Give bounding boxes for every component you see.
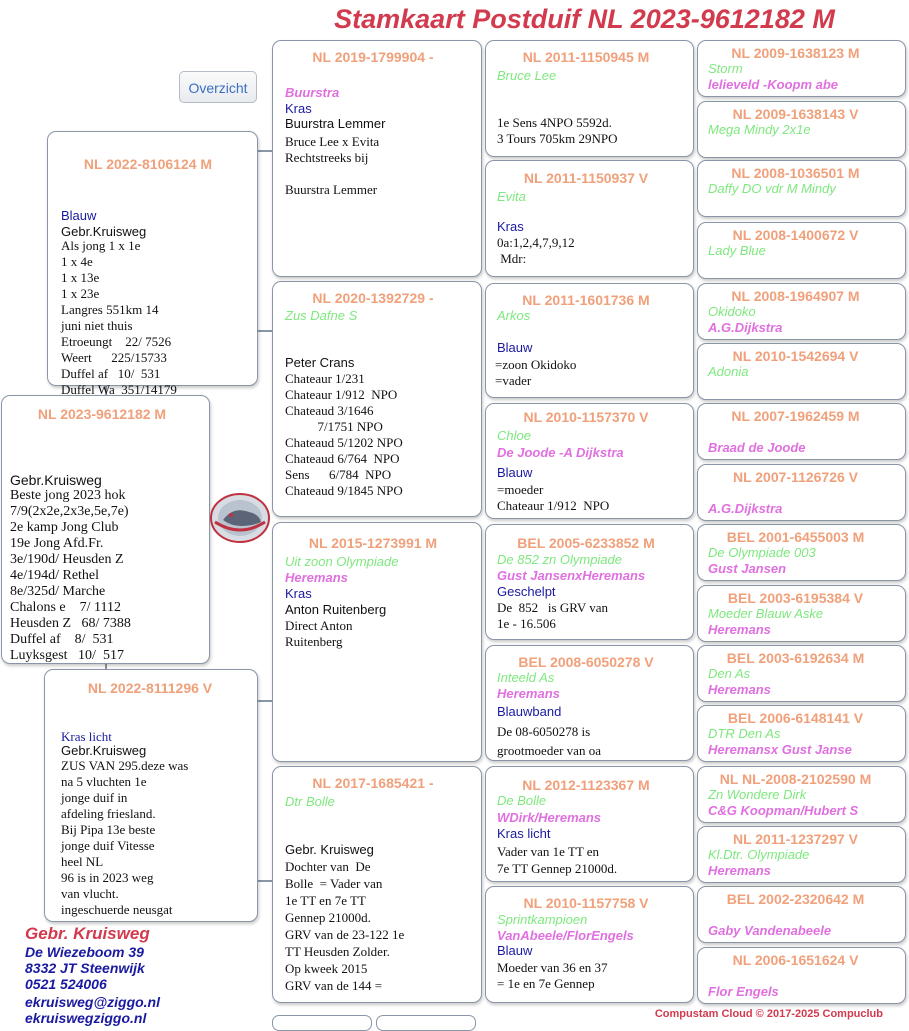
pigeon-name: Bruce Lee — [497, 68, 557, 83]
ancestor-card-gen5[interactable] — [697, 826, 906, 883]
ring-number: NL 2020-1392729 - — [312, 290, 434, 306]
grandparent-card[interactable] — [272, 766, 482, 1003]
ring-number: NL 2010-1157758 V — [523, 895, 649, 911]
ring-number: NL 2011-1150945 M — [522, 49, 650, 65]
owner: Heremans — [708, 682, 771, 697]
ancestor-card-gen5[interactable] — [697, 222, 906, 279]
pigeon-name: Lady Blue — [708, 243, 766, 258]
main-pigeon-card[interactable] — [1, 395, 210, 664]
ring-number: NL 2007-1126726 V — [732, 469, 859, 485]
footer-copyright: Compustam Cloud © 2017-2025 Compuclub — [654, 1008, 883, 1020]
owner: Heremans — [285, 570, 348, 585]
ring-number: NL 2007-1962459 M — [731, 408, 860, 424]
pigeon-name: Uit zoon Olympiade — [285, 554, 399, 569]
owner-city: 8332 JT Steenwijk — [25, 960, 145, 976]
breeder: Anton Ruitenberg — [285, 602, 387, 617]
pigeon-name: Sprintkampioen — [497, 912, 588, 927]
plumage-color: Kras — [285, 586, 312, 601]
tab-button[interactable] — [272, 1015, 372, 1031]
plumage-color: Blauw — [61, 208, 97, 223]
ring-number: NL 2010-1542694 V — [732, 348, 859, 364]
plumage-color: Kras licht — [61, 729, 112, 744]
pigeon-name: Storm — [708, 61, 743, 76]
ring-number: NL 2011-1150937 V — [523, 170, 649, 186]
ancestor-card-gen5[interactable] — [697, 645, 906, 702]
owner-name: Gebr. Kruisweg — [25, 924, 150, 943]
ring-number: NL 2022-8111296 V — [87, 680, 213, 696]
ancestor-card-gen5[interactable] — [697, 464, 906, 521]
plumage-color: Blauwband — [497, 704, 562, 719]
owner: WDirk/Heremans — [497, 810, 602, 825]
pigeon-name: Evita — [497, 189, 526, 204]
ancestor-card-gen5[interactable] — [697, 585, 906, 642]
ring-number: NL 2015-1273991 M — [308, 535, 438, 551]
ring-number: NL 2008-1400672 V — [732, 227, 859, 243]
pigeon-name: De Bolle — [497, 793, 547, 808]
breeder: Buurstra Lemmer — [285, 116, 386, 131]
owner-street: De Wiezeboom 39 — [25, 944, 144, 960]
pigeon-name: Zn Wondere Dirk — [708, 787, 807, 802]
ring-number: NL 2022-8106124 M — [83, 156, 213, 172]
ring-number: NL 2019-1799904 - — [312, 49, 434, 65]
owner-email[interactable]: ekruisweg@ziggo.nl — [25, 994, 161, 1010]
notes: 1e Sens 4NPO 5592d. 3 Tours 705km 29NPO — [497, 115, 618, 146]
pigeon-name: Adonia — [708, 364, 749, 379]
ring-number: NL 2011-1237297 V — [732, 831, 859, 847]
pigeon-name: Mega Mindy 2x1e — [708, 122, 811, 137]
breeder: Gebr. Kruisweg — [285, 842, 374, 857]
notes: =moeder Chateaur 1/912 NPO — [497, 482, 610, 513]
pigeon-name: Daffy DO vdr M Mindy — [708, 181, 836, 196]
ring-number: NL 2009-1638123 M — [731, 45, 860, 61]
notes: De 852 is GRV van 1e - 16.506 — [497, 600, 609, 631]
owner: A.G.Dijkstra — [708, 320, 783, 335]
notes: 0a:1,2,4,7,9,12 Mdr: — [497, 235, 575, 266]
owner-email-alt[interactable]: ekruiswegziggo.nl — [25, 1010, 147, 1026]
ancestor-card-gen5[interactable] — [697, 705, 906, 762]
pigeon-name: Dtr Bolle — [285, 794, 335, 809]
owner: De Joode -A Dijkstra — [497, 445, 624, 460]
breeder: Gebr.Kruisweg — [61, 224, 147, 239]
grandparent-card[interactable] — [272, 40, 482, 277]
great-grandparent-card[interactable] — [485, 524, 694, 640]
owner: Braad de Joode — [708, 440, 806, 455]
owner: A.G.Dijkstra — [708, 501, 783, 516]
plumage-color: Kras — [497, 219, 524, 234]
ancestor-card-gen5[interactable] — [697, 766, 906, 823]
ring-number: BEL 2006-6148141 V — [727, 710, 864, 726]
tab-button[interactable] — [376, 1015, 476, 1031]
owner-phone: 0521 524006 — [25, 976, 107, 992]
ring-number: NL 2012-1123367 M — [522, 777, 650, 793]
pigeon-name: Okidoko — [708, 304, 756, 319]
notes: ZUS VAN 295.deze was na 5 vluchten 1e jonge duif in afdeling friesland. Bij Pipa 13e beste jonge duif Vitesse heel NL 96 is in 2023 weg van vlucht. ingeschuerde neusgat — [61, 758, 189, 917]
page-title: Stamkaart Postduif NL 2023-9612182 M — [334, 4, 835, 34]
plumage-color: Blauw — [497, 465, 533, 480]
pigeon-name: Zus Dafne S — [285, 308, 358, 323]
ring-number: NL 2023-9612182 M — [37, 406, 167, 422]
grandparent-card[interactable] — [272, 522, 482, 762]
ring-number: BEL 2003-6195384 V — [727, 590, 864, 606]
ring-number: NL 2017-1685421 - — [312, 775, 434, 791]
notes: Direct Anton Ruitenberg — [285, 618, 353, 649]
ring-number: BEL 2001-6455003 M — [726, 529, 865, 545]
father-card[interactable] — [47, 131, 258, 397]
ancestor-card-gen5[interactable] — [697, 886, 906, 943]
great-grandparent-card[interactable] — [485, 403, 694, 519]
ring-number: NL 2008-1036501 M — [731, 165, 860, 181]
owner: Gust Jansen — [708, 561, 787, 576]
notes: Beste jong 2023 hok 7/9(2x2e,2x3e,5e,7e) 2e kamp Jong Club 19e Jong Afd.Fr. 3e/190d/ Heusden Z 4e/194d/ Rethel 8e/325d/ Marche Chalons e 7/ 1112 Heusden Z 68/ 7388 Duffel af 8/ 531 Luyksgest 10/ 517 — [10, 488, 131, 663]
ring-number: NL 2008-1964907 M — [731, 288, 860, 304]
owner: Heremans — [708, 622, 771, 637]
overview-button[interactable]: Overzicht — [179, 71, 257, 103]
pigeon-name: DTR Den As — [708, 726, 781, 741]
ancestor-card-gen5[interactable] — [697, 40, 906, 97]
plumage-color: Geschelpt — [497, 584, 556, 599]
owner: Heremansx Gust Janse — [708, 742, 852, 757]
owner: Flor Engels — [708, 984, 779, 999]
ring-number: BEL 2002-2320642 M — [726, 891, 865, 907]
plumage-color: Blauw — [497, 943, 533, 958]
ring-number: NL 2009-1638143 V — [732, 106, 859, 122]
notes: Als jong 1 x 1e 1 x 4e 1 x 13e 1 x 23e Langres 551km 14 juni niet thuis Etroeungt 22/ 7526 Weert 225/15733 Duffel af 10/ 531 Duffel Wa 351/14179 — [61, 238, 177, 397]
grandparent-card[interactable] — [272, 281, 482, 517]
owner: Heremans — [708, 863, 771, 878]
great-grandparent-card[interactable] — [485, 160, 694, 277]
owner: VanAbeele/FlorEngels — [497, 928, 634, 943]
notes: =zoon Okidoko =vader — [495, 357, 577, 388]
pigeon-name: Den As — [708, 666, 751, 681]
ring-number: NL 2006-1651624 V — [732, 952, 859, 968]
breeder: Gebr.Kruisweg — [10, 472, 102, 488]
notes: Moeder van 36 en 37 = 1e en 7e Gennep — [497, 960, 608, 991]
owner: Buurstra — [285, 85, 340, 100]
owner: Gaby Vandenabeele — [708, 923, 832, 938]
pigeon-name: Arkos — [497, 308, 531, 323]
ring-number: BEL 2005-6233852 M — [517, 535, 655, 551]
owner-contact-block — [25, 924, 160, 1026]
ancestor-card-gen5[interactable] — [697, 343, 906, 400]
mother-card[interactable] — [44, 669, 258, 922]
notes: De 08-6050278 is grootmoeder van oa — [497, 724, 601, 758]
plumage-color: Kras licht — [497, 826, 551, 841]
ancestor-card-gen5[interactable] — [697, 524, 906, 581]
great-grandparent-card[interactable] — [485, 40, 694, 157]
ring-number: NL 2011-1601736 M — [522, 292, 650, 308]
great-grandparent-card[interactable] — [485, 766, 694, 882]
owner: Gust JansenxHeremans — [497, 568, 646, 583]
pigeon-name: De 852 zn Olympiade — [497, 552, 623, 567]
owner: C&G Koopman/Hubert S — [708, 803, 859, 818]
plumage-color: Blauw — [497, 340, 533, 355]
ancestor-card-gen5[interactable] — [697, 947, 906, 1004]
notes: Vader van 1e TT en 7e TT Gennep 21000d. — [497, 844, 618, 876]
breeder: Gebr.Kruisweg — [61, 743, 147, 758]
ancestor-card-gen5[interactable] — [697, 160, 906, 217]
breeder: Peter Crans — [285, 355, 355, 370]
ancestor-card-gen5[interactable] — [697, 403, 906, 460]
ring-number: NL NL-2008-2102590 M — [719, 771, 872, 787]
owner: lelieveld -Koopm abe — [708, 77, 839, 92]
owner: Heremans — [497, 686, 560, 701]
pigeon-name: De Olympiade 003 — [708, 545, 816, 560]
ring-number: BEL 2003-6192634 M — [726, 650, 865, 666]
notes: Dochter van De Bolle = Vader van 1e TT en 7e TT Gennep 21000d. GRV van de 23-122 1e TT Heusden Zolder. Op kweek 2015 GRV van de 144 = — [285, 859, 405, 993]
plumage-color: Kras — [285, 101, 312, 116]
ancestor-card-gen5[interactable] — [697, 283, 906, 340]
ancestor-card-gen5[interactable] — [697, 101, 906, 158]
pigeon-name: Kl.Dtr. Olympiade — [708, 847, 810, 862]
ring-number: NL 2010-1157370 V — [523, 409, 649, 425]
notes: Chateaur 1/231 Chateaur 1/912 NPO Chateaud 3/1646 7/1751 NPO Chateaud 5/1202 NPO Chateaud 6/764 NPO Sens 6/784 NPO Chateaud 9/1845 NPO — [285, 371, 403, 498]
great-grandparent-card[interactable] — [485, 886, 694, 1003]
pigeon-name: Inteeld As — [497, 670, 555, 685]
great-grandparent-card[interactable] — [485, 283, 694, 398]
pigeon-name: Moeder Blauw Aske — [708, 606, 824, 621]
pigeon-name: Chloe — [497, 428, 531, 443]
compustam-cloud-logo-icon — [209, 492, 271, 544]
ring-number: BEL 2008-6050278 V — [518, 654, 654, 670]
notes: Bruce Lee x Evita Rechtstreeks bij Buurstra Lemmer — [285, 134, 380, 197]
great-grandparent-card[interactable] — [485, 645, 694, 761]
